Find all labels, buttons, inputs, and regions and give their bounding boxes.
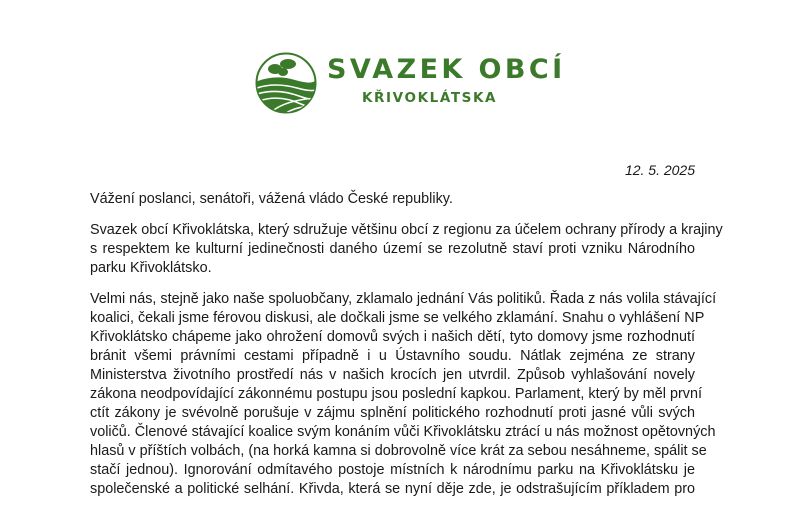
text-line: zákona neodpovídající zákonnému postupu jsou poslední kapkou. Parlament, který by měl první — [90, 386, 702, 402]
text-line: Ministerstva životního prostředí nás v našich krocích jen utvrdil. Způsob vyhlašování novely — [90, 367, 695, 383]
text-line: Svazek obcí Křivoklátska, který sdružuje většinu obcí z regionu za účelem ochrany přírody a krajiny — [90, 222, 723, 238]
text-line: ctít zákony je svévolně porušuje v zájmu splnění politického rozhodnutí proti jasné vůli svých — [90, 405, 695, 421]
text-line: společenské a politické selhání. Křivda, která se nyní děje zde, je odstrašujícím příkladem pro — [90, 481, 695, 497]
landscape-emblem-icon — [255, 52, 317, 114]
text-line: bránit všemi právními cestami případně i u Ústavního soudu. Nátlak zejména ze strany — [90, 348, 695, 364]
organization-region: KŘIVOKLÁTSKA — [362, 90, 498, 106]
text-line: Velmi nás, stejně jako naše spoluobčany, zklamalo jednání Vás politiků. Řada z nás volila stávající — [90, 291, 717, 307]
organization-logo — [255, 52, 566, 114]
text-line: stačí jednou). Ignorování odmítavého postoje místních k národnímu parku na Křivoklátsku je — [90, 462, 695, 478]
paragraph — [90, 290, 717, 499]
text-line: koalici, čekali jsme férovou diskusi, ale dočkali jsme se velkého zklamání. Snahu o vyhlášení NP — [90, 310, 705, 326]
letter-body — [90, 190, 723, 511]
organization-name: SVAZEK OBCÍ — [327, 54, 566, 85]
letter-date: 12. 5. 2025 — [624, 162, 695, 178]
text-line: voličů. Členové stávající koalice svým konáním vůči Křivoklátsku ztrácí u nás možnost opětovných — [90, 424, 716, 440]
text-line: Křivoklátsko chápeme jako ohrožení domovů svých i našich dětí, tyto domovy jsme rozhodnutí — [90, 329, 695, 345]
text-line: s respektem ke kulturní jedinečnosti daného území se rezolutně staví proti vzniku Národního — [90, 241, 695, 257]
paragraph — [90, 221, 723, 278]
text-line: hlasů v příštích volbách, (na horká kamna si dobrovolně více krát za sebou nesáhneme, spálit se — [90, 443, 707, 459]
greeting: Vážení poslanci, senátoři, vážená vládo České republiky. — [90, 191, 453, 207]
text-line: parku Křivoklátsko. — [90, 260, 212, 276]
